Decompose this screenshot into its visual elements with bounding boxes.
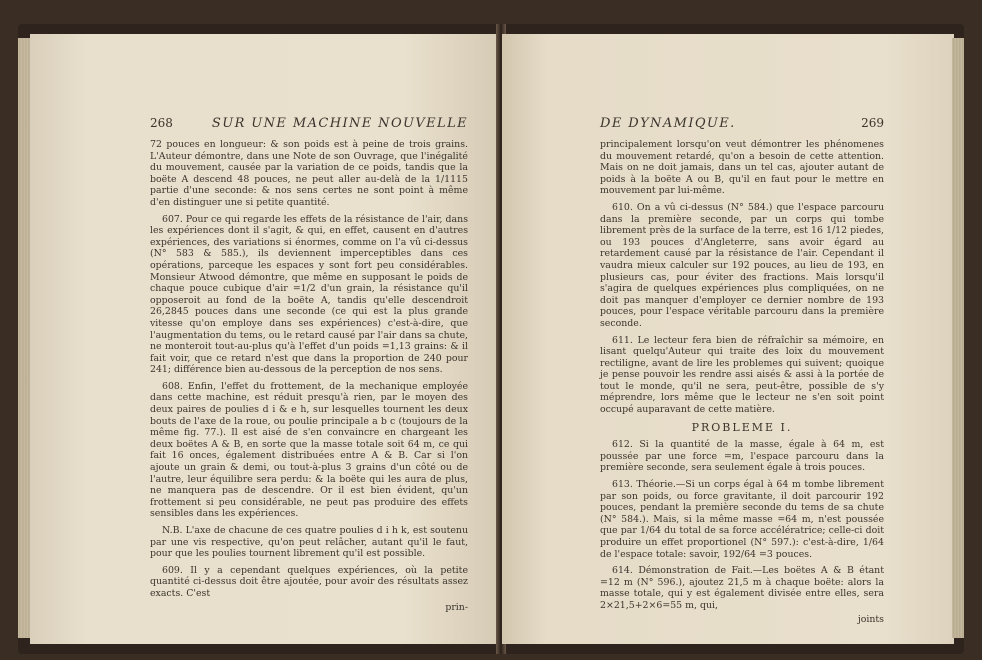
left-catchword: prin- — [445, 601, 468, 613]
left-body-text — [150, 139, 468, 613]
left-running-head — [150, 116, 468, 131]
paragraph: 608. Enfin, l'effet du frottement, de la mechanique employée dans cette machine, est réduit presqu'à rien, par le moyen des deux paires de poulies d i & e h, sur lesquelles tournent les deux bouts de l'axe de la roue, ou poulie principale a b c (toujours de la même fig. 77.). Il est aisé de s'en convaincre en chargeant les deux boëtes A & B, en sorte que la masse totale soit 64 m, ce qui fait 16 onces, également distribuées entre A & B. Car si l'on ajoute un grain & demi, ou tout-à-plus 3 grains d'un côté ou de l'autre, leur équilibre sera perdu: & la boëte qui les aura de plus, ne manquera pas de descendre. Or il est bien évident, qu'un frottement si peu considérable, ne peut pas produire des effets sensibles dans les expériences. — [150, 380, 468, 520]
page-edges-right — [952, 38, 964, 638]
paragraph: 72 pouces en longueur: & son poids est à peine de trois grains. L'Auteur démontre, dans une Note de son Ouvrage, que l'inégalité du mouvement, causée par la variation de ce poids, tandis que la boëte A descend 48 pouces, ne peut aller au-delà de la 1/1115 partie d'une seconde: & nos sens certes ne sont point à même d'en distinguer une si petite quantité. — [150, 139, 468, 208]
left-page — [30, 34, 498, 644]
left-page-number: 268 — [150, 116, 173, 130]
paragraph: 610. On a vû ci-dessus (N° 584.) que l'espace parcouru dans la première seconde, par un corps qui tombe librement près de la surface de la terre, est 16 1/12 piedes, ou 193 pouces d'Angleterre, sans avoir égard au retardement causé par la résistance de l'air. Cependant il vaudra mieux calculer sur 192 pouces, au lieu de 193, en plusieurs cas, pour éviter des fractions. Mais lorsqu'il s'agira de quelques expériences plus compliquées, on ne doit pas manquer d'employer ce dernier nombre de 193 pouces, pour l'espace véritable parcouru dans la première seconde. — [600, 201, 884, 329]
right-body-text — [600, 139, 884, 625]
paragraph: principalement lorsqu'on veut démontrer les phénomenes du mouvement retardé, qu'on a besoin de cette attention. Mais on ne doit jamais, dans un tel cas, ajouter autant de poids à la boëte A ou B, qu'il en faut pour le mettre en mouvement par lui-même. — [600, 139, 884, 197]
paragraph: 607. Pour ce qui regarde les effets de la résistance de l'air, dans les expériences dont il s'agit, & qui, en effet, causent en d'autres expériences, des variations si énormes, comme on l'a vû ci-dessus (N° 583 & 585.), ils deviennent imperceptibles dans ces opérations, parceque les espaces y sont fort peu considérables. Monsieur Atwood démontre, que même en supposant le poids de chaque pouce cubique d'air =1/2 d'un grain, la résistance qu'il opposeroit au fond de la boëte A, tandis qu'elle descendroit 26,2845 pouces dans une seconde (ce qui est la plus grande vitesse qu'on employe dans ses expériences) c'est-à-dire, que l'augmentation du tems, ou le retard causé par l'air dans sa chute, ne monteroit tout-au-plus qu'à l'effet d'un poids =1,13 grains: & il fait voir, que ce retard n'est que dans la proportion de 240 pour 241; différence bien au-dessous de la perception de nos sens. — [150, 213, 468, 376]
paragraph: 613. Théorie.—Si un corps égal à 64 m tombe librement par son poids, ou force gravitante, il doit parcourir 192 pouces, pendant la première seconde du tems de sa chute (N° 584.). Mais, si la même masse =64 m, n'est poussée que par 1/64 du total de sa force accélératrice; celle-ci doit produire un effet proportionel (N° 597.): c'est-à-dire, 1/64 de l'espace totale: savoir, 192/64 =3 pouces. — [600, 479, 884, 560]
paragraph: 612. Si la quantité de la masse, égale à 64 m, est poussée par une force =m, l'espace parcouru dans la première seconde, sera seulement égale à trois pouces. — [600, 439, 884, 474]
right-page-number: 269 — [861, 116, 884, 130]
paragraph: N.B. L'axe de chacune de ces quatre poulies d i h k, est soutenu par une vis respective, qu'on peut relâcher, autant qu'il le faut, pour que les poulies tournent librement qu'il est possible. — [150, 525, 468, 560]
right-page — [502, 34, 954, 644]
paragraph: 611. Le lecteur fera bien de réfraîchir sa mémoire, en lisant quelqu'Auteur qui traite des loix du mouvement rectiligne, avant de lire les problemes qui suivent; quoique je pense pouvoir les rendre assi aisés & assi à la portée de tout le monde, qu'il ne sera, peut-être, possible de s'y méprendre, lors même que le lecteur ne s'en soit point occupé auparavant de cette matière. — [600, 334, 884, 416]
right-catchword: joints — [857, 613, 884, 625]
open-book — [18, 24, 964, 654]
right-running-title: DE DYNAMIQUE. — [600, 116, 736, 131]
right-running-head — [600, 116, 884, 131]
left-running-title: SUR UNE MACHINE NOUVELLE — [211, 116, 468, 131]
paragraph: 609. Il y a cependant quelques expériences, où la petite quantité ci-dessus doit être ajoutée, pour avoir des résultats assez exacts. C'est — [150, 564, 468, 599]
problem-heading: PROBLEME I. — [691, 420, 793, 434]
paragraph: 614. Démonstration de Fait.—Les boëtes A & B étant =12 m (N° 596.), ajoutez 21,5 m à chaque boëte: alors la masse totale, qui y est également divisée entre elles, sera 2×21,5+2×6=55 m, qui, — [600, 565, 884, 611]
